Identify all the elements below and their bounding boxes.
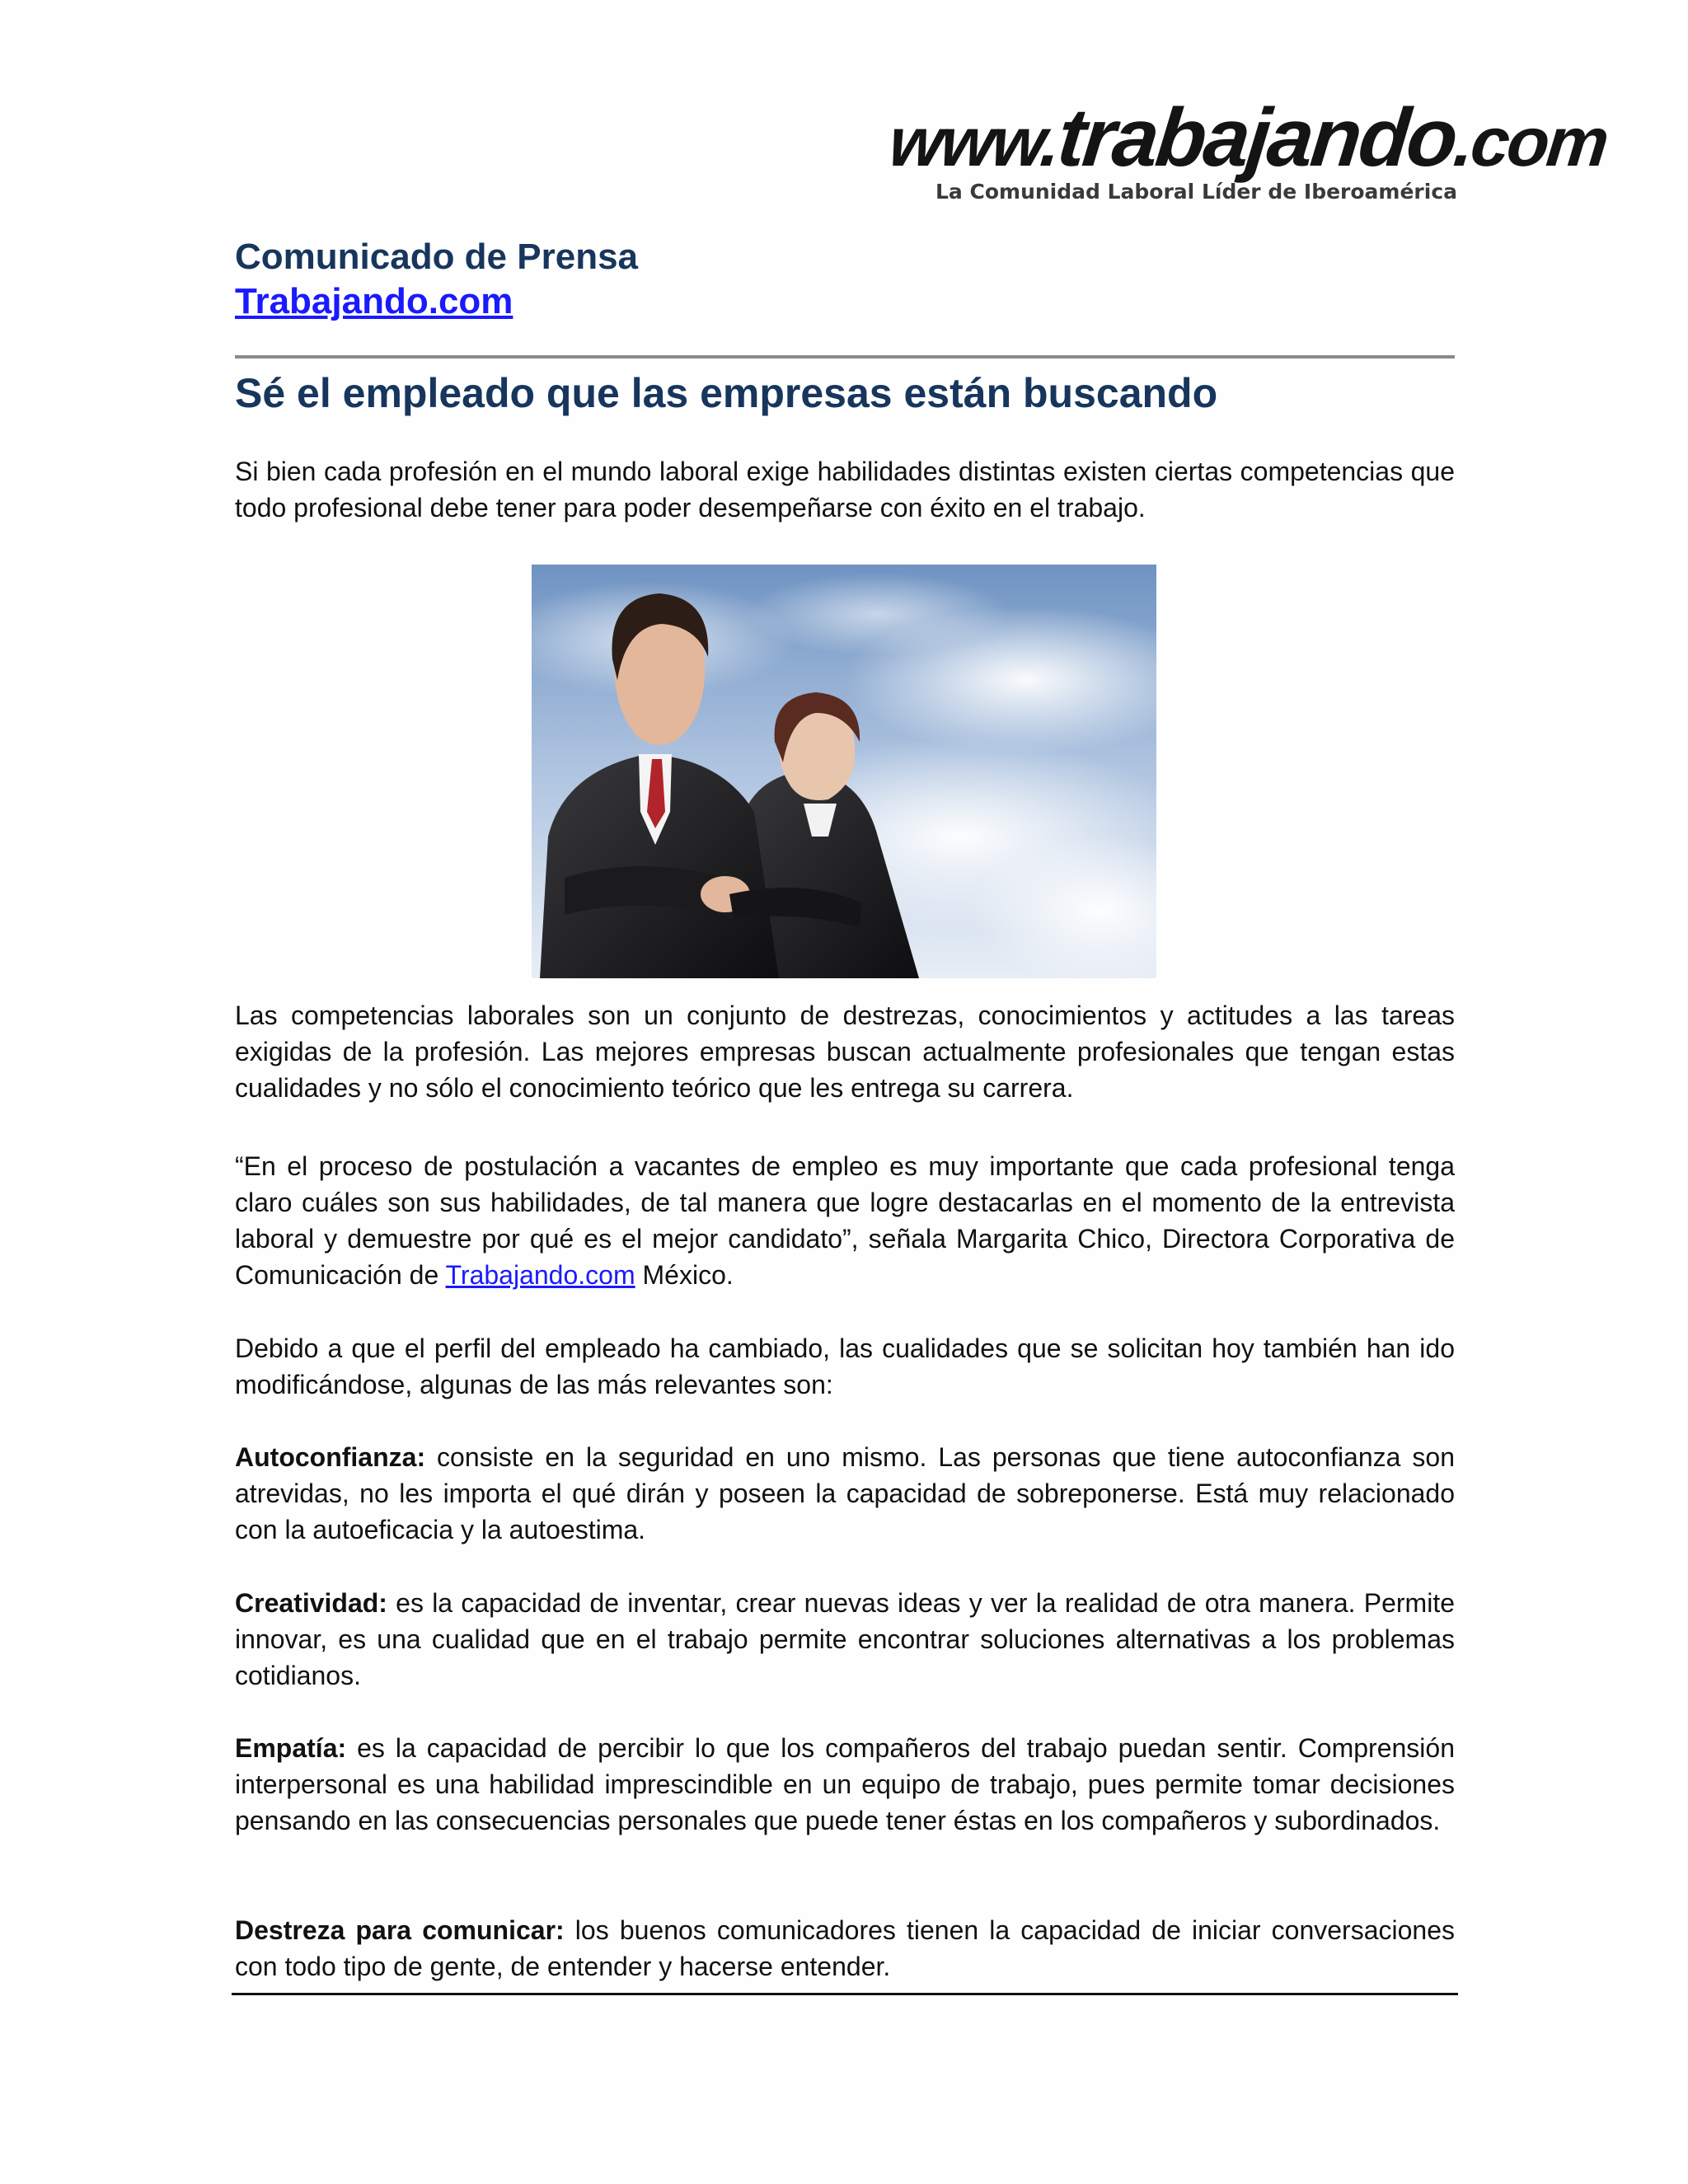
quality-description: es la capacidad de inventar, crear nuevas ideas y ver la realidad de otra manera. Permite innovar, es una cualidad que en el trabajo permite encontrar soluciones alternativas a los problemas cotidianos. [235,1588,1455,1690]
quality-autoconfianza [235,1439,1455,1548]
quality-description: consiste en la seguridad en uno mismo. Las personas que tiene autoconfianza son atrevidas, no les importa el qué dirán y poseen la capacidad de sobreponerse. Está muy relacionado con la autoeficacia y la autoestima. [235,1442,1455,1544]
logo-tagline: La Comunidad Laboral Líder de Iberoamérica [935,180,1458,204]
trabajando-inline-link[interactable]: Trabajando.com [445,1260,635,1290]
header-divider [235,355,1455,359]
cualidades-intro-paragraph: Debido a que el perfil del empleado ha cambiado, las cualidades que se solicitan hoy también han ido modificándose, algunas de las más relevantes son: [235,1333,1455,1399]
press-header [235,235,638,324]
footer-divider [232,1993,1458,1995]
quote-text-end: México. [635,1260,734,1290]
quality-description: los buenos comunicadores tienen la capacidad de iniciar conversaciones con todo tipo de gente, de entender y hacerse entender. [235,1915,1456,1981]
press-title: Comunicado de Prensa [235,237,639,277]
logo-wordmark [885,91,1611,184]
quality-term: Creatividad: [235,1588,387,1618]
headline: Sé el empleado que las empresas están buscando [235,370,1218,416]
intro-paragraph: Si bien cada profesión en el mundo laboral exige habilidades distintas existen ciertas competencias que todo profesional debe tener para poder desempeñarse con éxito en el trabajo. [235,457,1455,523]
logo-prefix: www. [885,103,1062,180]
trabajando-header-link[interactable]: Trabajando.com [235,281,513,321]
quality-creatividad [235,1585,1455,1694]
quality-destreza-comunicar [235,1912,1455,1985]
quality-empatia [235,1730,1455,1839]
quality-description: es la capacidad de percibir lo que los compañeros del trabajo puedan sentir. Comprensión interpersonal es una habilidad imprescindible en un equipo de trabajo, pues permite tomar decisiones pensando en las consecuencias personales que puede tener éstas en los compañeros y subordinados. [235,1733,1455,1835]
quality-term: Autoconfianza: [235,1442,426,1472]
quality-term: Destreza para comunicar: [235,1915,565,1945]
competencias-paragraph: Las competencias laborales son un conjunto de destrezas, conocimientos y actitudes a las tareas exigidas de la profesión. Las mejores empresas buscan actualmente profesionales que tengan estas cualidades y no sólo el conocimiento teórico que les entrega su carrera. [235,1001,1455,1103]
trabajando-logo [885,91,1611,204]
business-people-photo [532,565,1156,978]
quote-paragraph [235,1148,1455,1293]
quality-term: Empatía: [235,1733,347,1763]
quote-text: “En el proceso de postulación a vacantes de empleo es muy importante que cada profesional tenga claro cuáles son sus habilidades, de tal manera que logre destacarlas en el momento de la entrevista laboral y demuestre por qué es el mejor candidato”, señala Margarita Chico, Directora Corporativa de Comunicación de [235,1151,1455,1290]
logo-word: trabajando [1053,91,1461,184]
logo-suffix: .com [1450,103,1611,180]
